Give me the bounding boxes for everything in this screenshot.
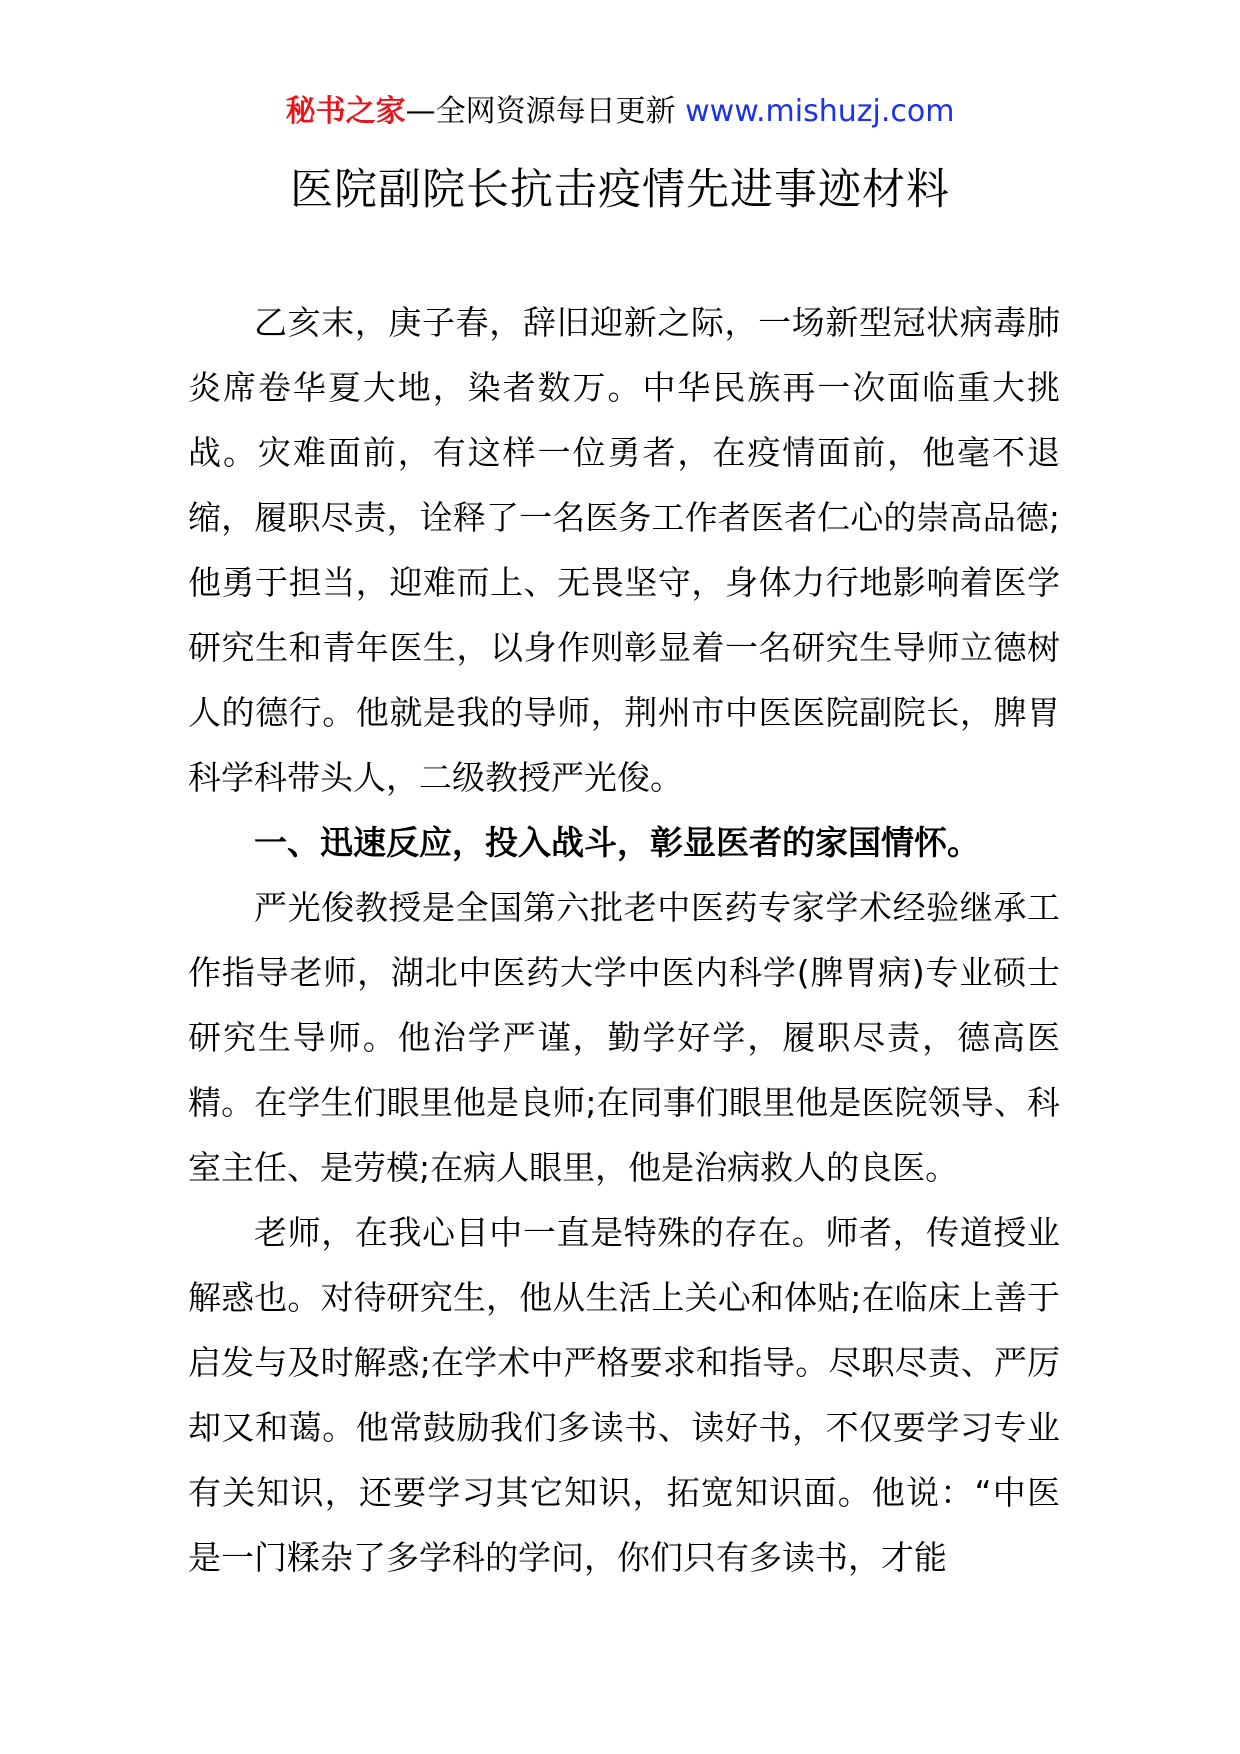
site-tagline: —全网资源每日更新 — [405, 94, 676, 129]
document-body — [188, 290, 1060, 1590]
paragraph-mentor: 老师，在我心目中一直是特殊的存在。师者，传道授业解惑也。对待研究生，他从生活上关心和体贴;在临床上善于启发与及时解惑;在学术中严格要求和指导。尽职尽责、严厉却又和蔼。他常鼓励我们多读书、读好书，不仅要学习专业有关知识，还要学习其它知识，拓宽知识面。他说：“中医是一门糅杂了多学科的学问，你们只有多读书，才能 — [188, 1213, 1060, 1577]
site-brand: 秘书之家 — [285, 94, 406, 129]
document-title: 医院副院长抗击疫情先进事迹材料 — [290, 165, 950, 215]
paragraph-intro: 乙亥末，庚子春，辞旧迎新之际，一场新型冠状病毒肺炎席卷华夏大地，染者数万。中华民族再一次面临重大挑战。灾难面前，有这样一位勇者，在疫情面前，他毫不退缩，履职尽责，诠释了一名医务工作者医者仁心的崇高品德;他勇于担当，迎难而上、无畏坚守，身体力行地影响着医学研究生和青年医生，以身作则彰显着一名研究生导师立德树人的德行。他就是我的导师，荆州市中医医院副院长，脾胃科学科带头人，二级教授严光俊。 — [188, 303, 1060, 797]
paragraph-profile: 严光俊教授是全国第六批老中医药专家学术经验继承工作指导老师，湖北中医药大学中医内科学(脾胃病)专业硕士研究生导师。他治学严谨，勤学好学，履职尽责，德高医精。在学生们眼里他是良师;在同事们眼里他是医院领导、科室主任、是劳模;在病人眼里，他是治病救人的良医。 — [188, 888, 1060, 1187]
site-url-link[interactable]: www.mishuzj.com — [685, 94, 955, 129]
site-header — [0, 92, 1240, 132]
section-heading-1: 一、迅速反应，投入战斗，彰显医者的家国情怀。 — [254, 823, 980, 862]
